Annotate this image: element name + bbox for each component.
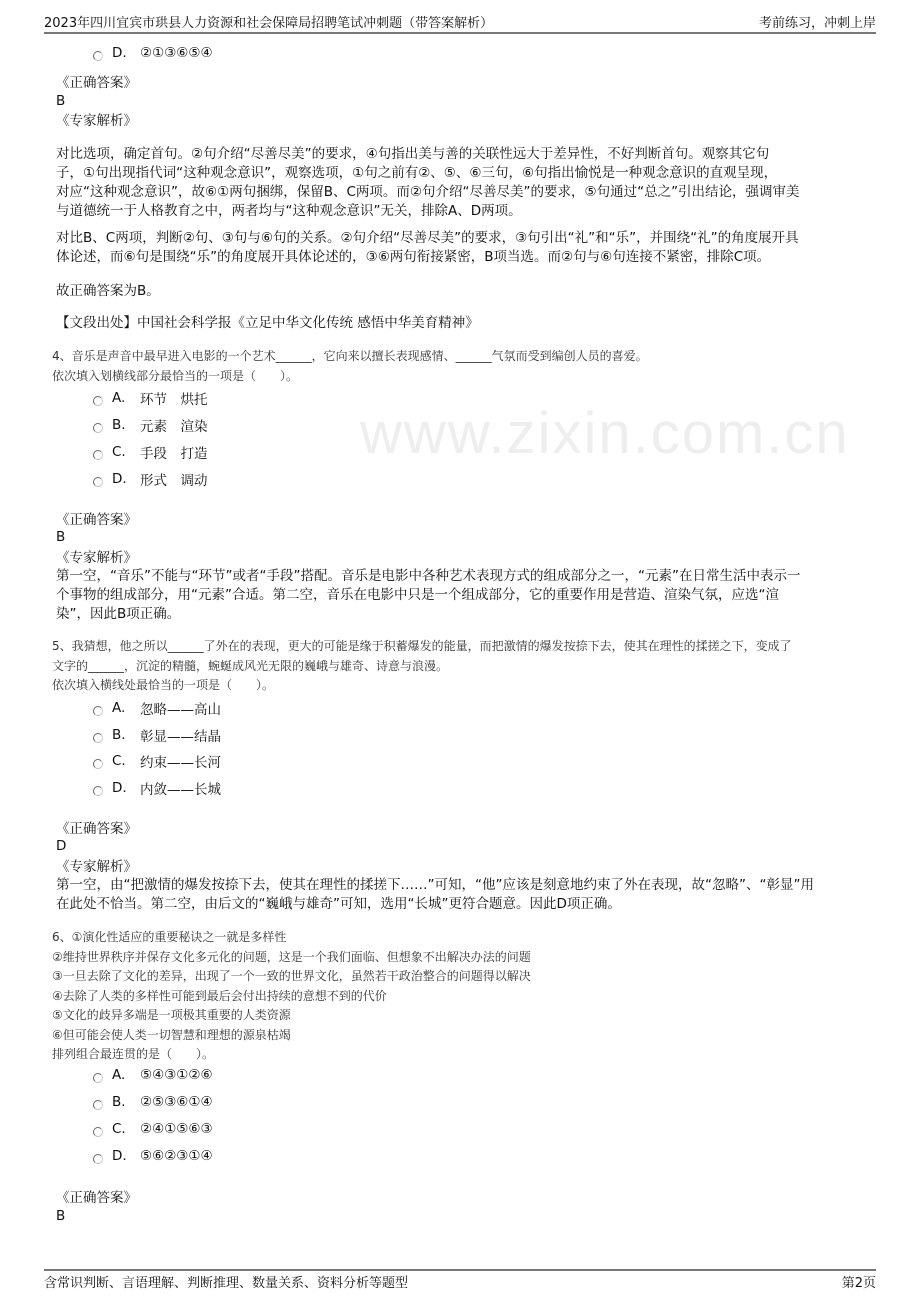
answer-label: 《正确答案》 [56, 821, 137, 837]
footer-rule [44, 1269, 876, 1271]
radio-icon[interactable] [93, 396, 103, 406]
q6-option-c[interactable] [93, 1121, 213, 1137]
q4-option-a[interactable] [93, 388, 208, 408]
radio-icon[interactable] [93, 450, 103, 460]
option-key: D. [112, 780, 127, 796]
q5-option-c[interactable] [93, 751, 221, 771]
q3-source: 【文段出处】中国社会科学报《立足中华文化传统 感悟中华美育精神》 [56, 315, 479, 331]
q6-option-d[interactable] [93, 1148, 213, 1164]
q3-analysis-p1 [56, 145, 800, 221]
page-number: 第2页 [841, 1276, 876, 1291]
option-text: ②④①⑤⑥③ [140, 1121, 213, 1137]
q3-answer: B [56, 93, 66, 109]
text-line: 个事物的组成部分，用“元素”合适。第二空，音乐在电影中只是一个组成部分，它的重要作用是营造、渲染气氛，应选“渲 [56, 587, 779, 603]
q3-option-d[interactable] [93, 45, 213, 61]
option-key: D. [112, 1148, 127, 1164]
text-line: 第一空，由“把激情的爆发按捺下去，使其在理性的揉搓下……”可知，“他”应该是刻意地约束了外在表现，故“忽略”、“彰显”用 [56, 877, 814, 893]
option-text: 环节 烘托 [140, 392, 208, 408]
option-text: 形式 调动 [140, 473, 208, 489]
text-line: 4、音乐是声音中最早进入电影的一个艺术______，它向来以擅长表现感情、______气氛而受到编创人员的喜爱。 [52, 349, 648, 363]
option-key: A. [112, 390, 126, 406]
answer-label: 《正确答案》 [56, 75, 137, 91]
text-line: 对应“这种观念意识”，故⑥①两句捆绑，保留B、C两项。而②句介绍“尽善尽美”的要求，⑤句通过“总之”引出结论，强调审美 [56, 184, 800, 200]
q3-conclusion: 故正确答案为B。 [56, 283, 160, 299]
q5-option-d[interactable] [93, 778, 221, 798]
radio-icon[interactable] [93, 759, 103, 769]
option-text: 内敛——长城 [140, 782, 221, 798]
text-line: 依次填入横线处最恰当的一项是（ ）。 [52, 678, 275, 692]
radio-icon[interactable] [93, 477, 103, 487]
text-line: 在此处不恰当。第二空，由后文的“巍峨与雄奇”可知，选用“长城”更符合题意。因此D项正确。 [56, 896, 621, 912]
text-line: ②维持世界秩序并保存文化多元化的问题，这是一个我们面临、但想象不出解决办法的问题 [52, 949, 531, 964]
text-line: 5、我猜想，他之所以______了外在的表现，更大的可能是缘于积蓄爆发的能量，而把激情的爆发按捺下去，使其在理性的揉搓之下，变成了 [52, 639, 792, 653]
q5-option-a[interactable] [93, 698, 221, 718]
option-text: 元素 渲染 [140, 419, 208, 435]
text-line: 与道德统一于人格教育之中，两者均与“这种观念意识”无关，排除A、D两项。 [56, 203, 522, 219]
analysis-label: 《专家解析》 [56, 859, 137, 875]
option-text: 约束——长河 [140, 755, 221, 771]
text-line: 对比B、C两项，判断②句、③句与⑥句的关系。②句介绍“尽善尽美”的要求，③句引出“礼”和“乐”，并围绕“礼”的角度展开具 [56, 230, 799, 246]
header-slogan: 考前练习，冲刺上岸 [758, 16, 876, 31]
text-line: 染”，因此B项正确。 [56, 606, 181, 622]
analysis-label: 《专家解析》 [56, 550, 137, 566]
text-line: 6、①演化性适应的重要秘诀之一就是多样性 [52, 930, 287, 944]
text-line: ③一旦去除了文化的差异，出现了一个一致的世界文化，虽然若干政治整合的问题得以解决 [52, 969, 531, 983]
document-title: 2023年四川宜宾市珙县人力资源和社会保障局招聘笔试冲刺题（带答案解析） [44, 16, 494, 31]
radio-icon[interactable] [93, 1127, 103, 1137]
option-key: C. [112, 1121, 126, 1137]
q5-answer: D [56, 838, 67, 854]
q4-option-d[interactable] [93, 469, 208, 489]
option-text: ②⑤③⑥①④ [140, 1094, 213, 1110]
text-line: 排列组合最连贯的是（ ）。 [52, 1047, 215, 1061]
text-line: 第一空，“音乐”不能与“环节”或者“手段”搭配。音乐是电影中各种艺术表现方式的组成部分之一，“元素”在日常生活中表示一 [56, 568, 801, 584]
footer-text: 含常识判断、言语理解、判断推理、数量关系、资料分析等题型 [44, 1276, 409, 1291]
option-text: 手段 打造 [140, 446, 208, 462]
radio-icon[interactable] [93, 706, 103, 716]
option-key: B. [112, 1094, 126, 1110]
radio-icon[interactable] [93, 1154, 103, 1164]
text-line: 依次填入划横线部分最恰当的一项是（ ）。 [52, 368, 299, 383]
q6-stem [52, 928, 531, 1065]
q6-option-a[interactable] [93, 1067, 213, 1083]
q4-option-b[interactable] [93, 415, 208, 435]
q4-analysis [56, 567, 800, 624]
radio-icon[interactable] [93, 51, 103, 61]
option-text: 彰显——结晶 [140, 729, 221, 745]
analysis-label: 《专家解析》 [56, 113, 137, 129]
radio-icon[interactable] [93, 1073, 103, 1083]
q4-stem [52, 347, 648, 386]
option-key: D. [112, 471, 127, 487]
text-line: 对比选项，确定首句。②句介绍“尽善尽美”的要求，④句指出美与善的关联性远大于差异性，不好判断首句。观察其它句 [56, 146, 770, 162]
answer-label: 《正确答案》 [56, 1190, 137, 1206]
option-key: A. [112, 700, 126, 716]
radio-icon[interactable] [93, 733, 103, 743]
option-key: C. [112, 753, 126, 769]
text-line: 体论述，而⑥句是围绕“乐”的角度展开具体论述的，③⑥两句衔接紧密，B项当选。而②句与⑥句连接不紧密，排除C项。 [56, 249, 771, 265]
radio-icon[interactable] [93, 423, 103, 433]
text-line: ⑥但可能会使人类一切智慧和理想的源泉枯竭 [52, 1027, 291, 1042]
q6-option-b[interactable] [93, 1094, 213, 1110]
option-text: ⑤⑥②③①④ [140, 1148, 213, 1164]
text-line: ④去除了人类的多样性可能到最后会付出持续的意想不到的代价 [52, 988, 387, 1003]
option-key: D. [112, 45, 127, 61]
radio-icon[interactable] [93, 1100, 103, 1110]
option-text: ⑤④③①②⑥ [140, 1067, 213, 1083]
option-key: A. [112, 1067, 126, 1083]
q4-option-c[interactable] [93, 442, 208, 462]
option-text: ②①③⑥⑤④ [140, 45, 213, 61]
text-line: ⑤文化的歧异多端是一项极其重要的人类资源 [52, 1008, 291, 1022]
q4-answer: B [56, 529, 66, 545]
header-rule [44, 32, 876, 34]
q5-analysis [56, 876, 814, 914]
q5-stem [52, 637, 792, 696]
radio-icon[interactable] [93, 786, 103, 796]
option-text: 忽略——高山 [140, 702, 221, 718]
watermark: www.zixin.com.cn [360, 401, 850, 466]
q3-analysis-p2 [56, 229, 799, 267]
option-key: B. [112, 727, 126, 743]
q5-option-b[interactable] [93, 725, 221, 745]
option-key: B. [112, 417, 126, 433]
option-key: C. [112, 444, 126, 460]
text-line: 子，①句出现指代词“这种观念意识”，观察选项，①句之前有②、⑤、⑥三句，⑥句指出愉悦是一种观念意识的直观呈现， [56, 165, 778, 181]
answer-label: 《正确答案》 [56, 512, 137, 528]
text-line: 文字的______，沉淀的精髓，蜿蜒成风光无限的巍峨与雄奇、诗意与浪漫。 [52, 658, 449, 673]
q6-answer: B [56, 1208, 66, 1224]
